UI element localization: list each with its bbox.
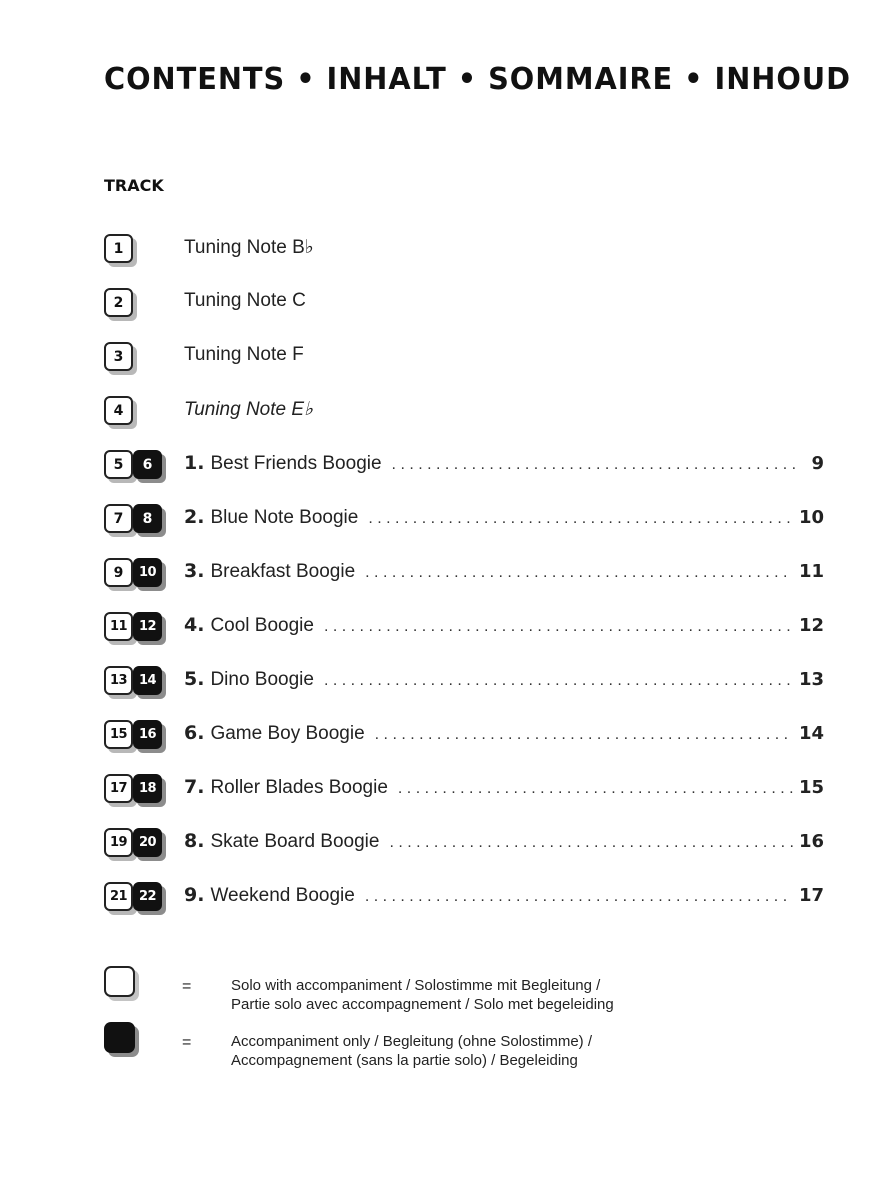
song-number: 7. xyxy=(184,776,205,798)
song-number: 4. xyxy=(184,614,205,636)
dot-leader xyxy=(365,564,793,582)
page-number: 11 xyxy=(798,561,824,582)
list-item-tuning xyxy=(0,234,871,288)
accompaniment-track-badge: 16 xyxy=(133,720,162,749)
song-number: 1. xyxy=(184,452,205,474)
solo-track-badge: 2 xyxy=(104,288,133,317)
legend-description xyxy=(231,976,614,1014)
song-number: 3. xyxy=(184,560,205,582)
song-title: Skate Board Boogie xyxy=(210,831,380,852)
song-entry[interactable] xyxy=(0,558,871,612)
equals-sign: = xyxy=(182,978,192,995)
song-title: Cool Boogie xyxy=(210,615,314,636)
list-item-tuning xyxy=(0,288,871,342)
track-column-label: TRACK xyxy=(104,176,164,195)
accompaniment-track-badge: 22 xyxy=(133,882,162,911)
song-entry[interactable] xyxy=(0,504,871,558)
solo-track-badge: 4 xyxy=(104,396,133,425)
solo-track-badge: 3 xyxy=(104,342,133,371)
equals-sign: = xyxy=(182,1034,192,1051)
song-title: Breakfast Boogie xyxy=(210,561,356,582)
page-number: 13 xyxy=(798,669,824,690)
solo-track-badge: 1 xyxy=(104,234,133,263)
legend-description xyxy=(231,1032,592,1070)
solo-track-badge: 17 xyxy=(104,774,133,803)
tuning-label: Tuning Note E♭ xyxy=(184,399,314,420)
dot-leader xyxy=(365,888,793,906)
accompaniment-track-badge: 18 xyxy=(133,774,162,803)
dot-leader xyxy=(368,510,793,528)
dot-leader xyxy=(389,834,792,852)
song-entry[interactable] xyxy=(0,450,871,504)
solo-track-badge: 15 xyxy=(104,720,133,749)
song-title: Game Boy Boogie xyxy=(210,723,365,744)
tuning-label: Tuning Note C xyxy=(184,290,306,311)
song-number: 8. xyxy=(184,830,205,852)
song-entry[interactable] xyxy=(0,720,871,774)
song-entry[interactable] xyxy=(0,666,871,720)
legend-line: Accompaniment only / Begleitung (ohne Solostimme) / xyxy=(231,1033,593,1050)
accompaniment-track-badge: 10 xyxy=(133,558,162,587)
song-title: Best Friends Boogie xyxy=(210,453,382,474)
solo-track-badge: 21 xyxy=(104,882,133,911)
solo-track-badge: 7 xyxy=(104,504,133,533)
song-entry[interactable] xyxy=(0,828,871,882)
legend-line: Partie solo avec accompagnement / Solo met begeleiding xyxy=(231,996,614,1013)
page-number: 14 xyxy=(798,723,824,744)
solo-track-badge: 5 xyxy=(104,450,133,479)
solo-track-badge: 13 xyxy=(104,666,133,695)
page-title: CONTENTS • INHALT • SOMMAIRE • INHOUD xyxy=(104,62,851,97)
song-title: Dino Boogie xyxy=(210,669,314,690)
tuning-label: Tuning Note F xyxy=(184,344,304,365)
accompaniment-track-badge: 8 xyxy=(133,504,162,533)
solo-track-badge: 11 xyxy=(104,612,133,641)
tuning-label: Tuning Note B♭ xyxy=(184,237,314,258)
solo-track-badge: 19 xyxy=(104,828,133,857)
song-title: Weekend Boogie xyxy=(210,885,355,906)
list-item-tuning xyxy=(0,396,871,450)
page-number: 9 xyxy=(811,453,824,474)
solo-badge-key xyxy=(104,966,135,997)
dot-leader xyxy=(324,672,793,690)
song-number: 2. xyxy=(184,506,205,528)
song-title: Blue Note Boogie xyxy=(210,507,359,528)
song-entry[interactable] xyxy=(0,774,871,828)
page-number: 16 xyxy=(798,831,824,852)
list-item-tuning xyxy=(0,342,871,396)
accompaniment-track-badge: 12 xyxy=(133,612,162,641)
song-entry[interactable] xyxy=(0,882,871,936)
dot-leader xyxy=(398,780,793,798)
solo-track-badge: 9 xyxy=(104,558,133,587)
dot-leader xyxy=(375,726,793,744)
song-number: 9. xyxy=(184,884,205,906)
page-number: 12 xyxy=(798,615,824,636)
song-number: 6. xyxy=(184,722,205,744)
accompaniment-track-badge: 14 xyxy=(133,666,162,695)
accompaniment-track-badge: 20 xyxy=(133,828,162,857)
page-number: 10 xyxy=(798,507,824,528)
page-number: 17 xyxy=(798,885,824,906)
legend-line: Accompagnement (sans la partie solo) / Begeleiding xyxy=(231,1052,578,1069)
song-number: 5. xyxy=(184,668,205,690)
legend-line: Solo with accompaniment / Solostimme mit Begleitung / xyxy=(231,977,601,994)
accompaniment-badge-key xyxy=(104,1022,135,1053)
song-title: Roller Blades Boogie xyxy=(210,777,388,798)
dot-leader xyxy=(324,618,793,636)
accompaniment-track-badge: 6 xyxy=(133,450,162,479)
song-entry[interactable] xyxy=(0,612,871,666)
page-number: 15 xyxy=(798,777,824,798)
dot-leader xyxy=(392,456,796,474)
